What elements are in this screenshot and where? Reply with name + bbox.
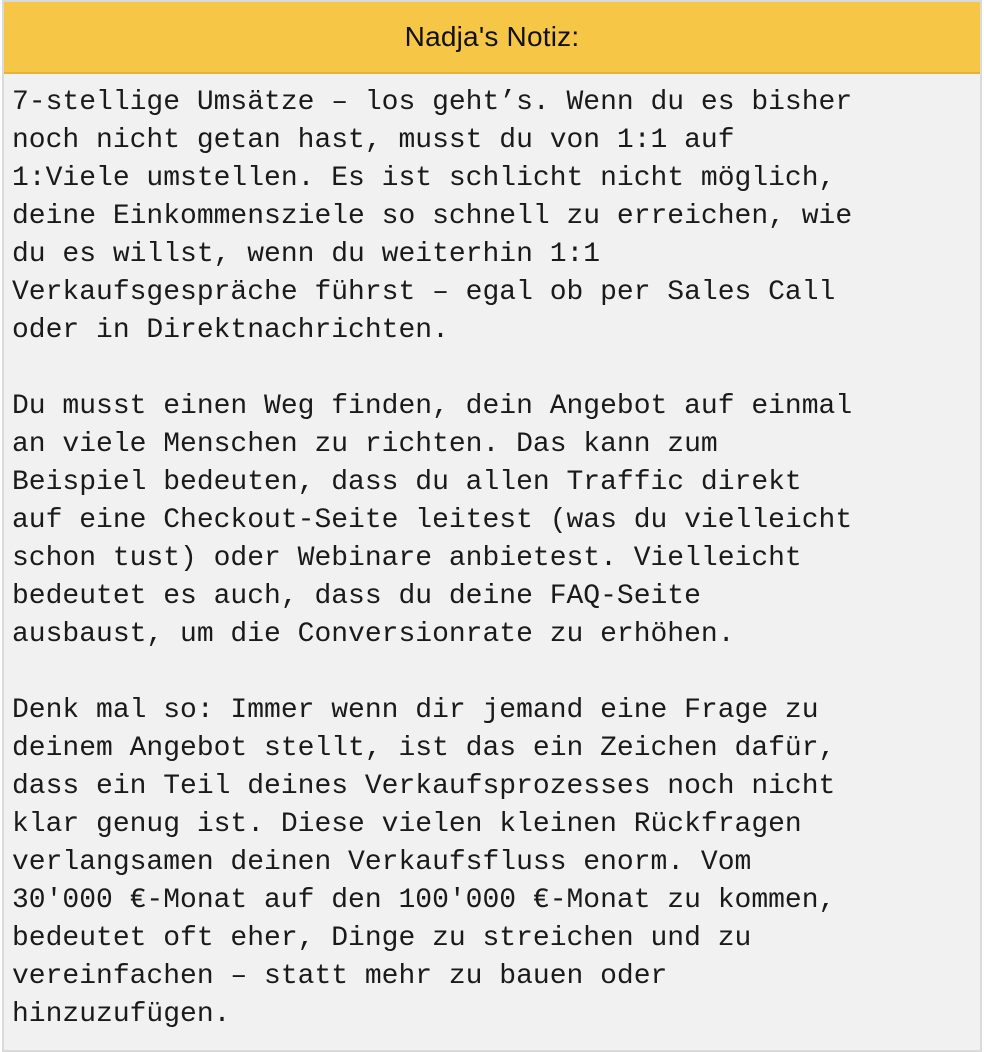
note-title: Nadja's Notiz:	[404, 21, 580, 52]
note-card	[2, 0, 982, 1052]
note-paragraph-1: 7-stellige Umsätze – los geht’s. Wenn du es bisher noch nicht getan hast, musst du von 1:1 auf 1:Viele umstellen. Es ist schlicht nicht möglich, deine Einkommensziele so schnell zu erreichen, wie du es willst, wenn du weiterhin 1:1 Verkaufsgespräche führst – egal ob per Sales Call oder in Direktnachrichten.	[12, 87, 853, 346]
note-paragraph-3: Denk mal so: Immer wenn dir jemand eine Frage zu deinem Angebot stellt, ist das ein Zeichen dafür, dass ein Teil deines Verkaufsprozesses noch nicht klar genug ist. Diese vielen kleinen Rückfragen verlangsamen deinen Verkaufsfluss enorm. Vom 30'000 €-Monat auf den 100'000 €-Monat zu kommen, bedeutet oft eher, Dinge zu streichen und zu vereinfachen – statt mehr zu bauen oder hinzuzufügen.	[12, 695, 836, 1030]
note-paragraph-2: Du musst einen Weg finden, dein Angebot auf einmal an viele Menschen zu richten. Das kann zum Beispiel bedeuten, dass du allen Traffic direkt auf eine Checkout-Seite leitest (was du vielleicht schon tust) oder Webinare anbietest. Vielleicht bedeutet es auch, dass du deine FAQ-Seite ausbaust, um die Conversionrate zu erhöhen.	[12, 391, 853, 650]
note-header	[4, 2, 980, 74]
note-body	[4, 74, 980, 1034]
